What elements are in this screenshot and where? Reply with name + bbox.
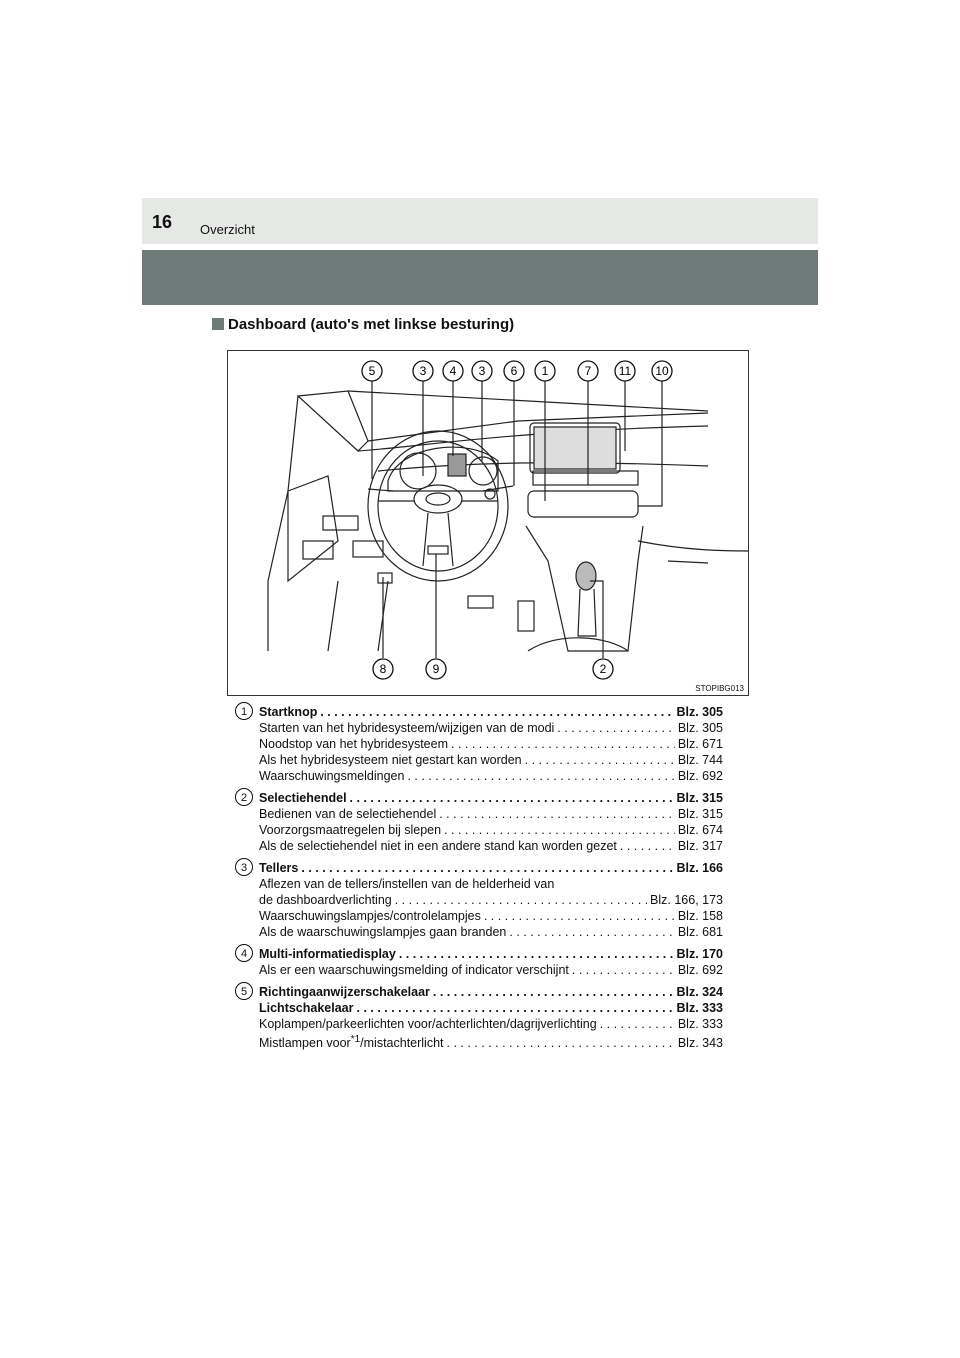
entry-line — [259, 962, 723, 978]
dot-leader — [320, 704, 673, 720]
page-reference[interactable]: Blz. 674 — [677, 823, 723, 837]
page-reference[interactable]: Blz. 166, 173 — [650, 893, 723, 907]
dot-leader — [557, 720, 675, 736]
entry-heading — [259, 860, 723, 876]
entry-label: Als er een waarschuwingsmelding of indicator verschijnt — [259, 963, 569, 977]
page-reference[interactable]: Blz. 315 — [677, 807, 723, 821]
entry-line — [259, 924, 723, 940]
reference-entry — [231, 704, 723, 784]
entry-number: 5 — [235, 982, 253, 1000]
entry-line — [259, 736, 723, 752]
footnote-marker: *1 — [350, 1034, 361, 1045]
entry-line — [259, 752, 723, 768]
entry-label: Koplampen/parkeerlichten voor/achterlichten/dagrijverlichting — [259, 1017, 597, 1031]
dashboard-drawing — [228, 351, 749, 696]
figure-code: STOPIBG013 — [695, 684, 744, 693]
entry-line — [259, 1016, 723, 1032]
entry-heading — [259, 790, 723, 806]
entry-line — [259, 1032, 723, 1051]
entry-label: Waarschuwingslampjes/controlelampjes — [259, 909, 481, 923]
dot-leader — [447, 1035, 675, 1051]
dashboard-illustration — [227, 350, 749, 696]
callout-number: 8 — [379, 662, 387, 676]
callout-number: 4 — [449, 364, 457, 378]
dot-leader — [451, 736, 675, 752]
entry-label: Als de waarschuwingslampjes gaan branden — [259, 925, 507, 939]
page-reference[interactable]: Blz. 166 — [676, 861, 723, 875]
entry-label: Waarschuwingsmeldingen — [259, 769, 405, 783]
page-reference[interactable]: Blz. 671 — [677, 737, 723, 751]
page-reference[interactable]: Blz. 315 — [676, 791, 723, 805]
page-reference[interactable]: Blz. 343 — [677, 1036, 723, 1051]
callout-number: 11 — [618, 364, 632, 378]
entry-line — [259, 720, 723, 736]
dot-leader — [572, 962, 675, 978]
header-band — [142, 250, 818, 305]
dot-leader — [444, 822, 675, 838]
page-reference[interactable]: Blz. 681 — [677, 925, 723, 939]
entry-label: Als het hybridesysteem niet gestart kan worden — [259, 753, 522, 767]
entry-heading — [259, 704, 723, 720]
callout-number: 7 — [584, 364, 592, 378]
entry-label: Richtingaanwijzerschakelaar — [259, 985, 430, 999]
callout-number: 1 — [541, 364, 549, 378]
callout-number: 10 — [655, 364, 669, 378]
page-reference[interactable]: Blz. 692 — [677, 769, 723, 783]
entry-line — [259, 876, 723, 892]
entry-line — [259, 768, 723, 784]
entry-label: Noodstop van het hybridesysteem — [259, 737, 448, 751]
page-reference[interactable]: Blz. 317 — [677, 839, 723, 853]
page-reference[interactable]: Blz. 333 — [676, 1001, 723, 1015]
section-name: Overzicht — [200, 222, 255, 237]
dot-leader — [350, 790, 674, 806]
reference-entry — [231, 984, 723, 1051]
dot-leader — [433, 984, 674, 1000]
entry-number: 4 — [235, 944, 253, 962]
dot-leader — [407, 768, 674, 784]
entry-label: de dashboardverlichting — [259, 893, 392, 907]
page-reference[interactable]: Blz. 333 — [677, 1017, 723, 1031]
entry-heading — [259, 946, 723, 962]
reference-list — [231, 704, 723, 1057]
entry-line — [259, 908, 723, 924]
entry-label: Lichtschakelaar — [259, 1001, 354, 1015]
entry-label: Tellers — [259, 861, 299, 875]
reference-entry — [231, 946, 723, 978]
entry-line — [259, 838, 723, 854]
callout-number: 6 — [510, 364, 518, 378]
entry-line — [259, 806, 723, 822]
entry-label: Starten van het hybridesysteem/wijzigen van de modi — [259, 721, 555, 735]
page-reference[interactable]: Blz. 170 — [676, 947, 723, 961]
entry-label: Aflezen van de tellers/instellen van de helderheid van — [259, 877, 555, 891]
section-title: Dashboard (auto's met linkse besturing) — [212, 316, 514, 333]
bullet-square-icon — [212, 318, 224, 330]
page-reference[interactable]: Blz. 305 — [676, 705, 723, 719]
dot-leader — [509, 924, 674, 940]
dot-leader — [525, 752, 675, 768]
callout-number: 3 — [419, 364, 427, 378]
page-header — [142, 198, 818, 244]
dot-leader — [395, 892, 647, 908]
page-reference[interactable]: Blz. 324 — [676, 985, 723, 999]
dot-leader — [357, 1000, 674, 1016]
dot-leader — [484, 908, 675, 924]
page-reference[interactable]: Blz. 692 — [677, 963, 723, 977]
entry-number: 3 — [235, 858, 253, 876]
entry-label: Startknop — [259, 705, 318, 719]
page-reference[interactable]: Blz. 744 — [677, 753, 723, 767]
callout-number: 5 — [368, 364, 376, 378]
page-reference[interactable]: Blz. 305 — [677, 721, 723, 735]
entry-label: Bedienen van de selectiehendel — [259, 807, 437, 821]
entry-label: Als de selectiehendel niet in een andere stand kan worden gezet — [259, 839, 617, 853]
entry-heading — [259, 984, 723, 1000]
page-reference[interactable]: Blz. 158 — [677, 909, 723, 923]
page-number: 16 — [152, 212, 173, 232]
entry-label: Mistlampen voor$^{*1}$/mistachterlicht — [259, 1034, 444, 1051]
callout-number: 3 — [478, 364, 486, 378]
dot-leader — [600, 1016, 675, 1032]
callout-number: 9 — [432, 662, 440, 676]
entry-label: Voorzorgsmaatregelen bij slepen — [259, 823, 442, 837]
reference-entry — [231, 860, 723, 940]
dot-leader — [399, 946, 674, 962]
callout-number: 2 — [599, 662, 607, 676]
entry-label: Selectiehendel — [259, 791, 347, 805]
reference-entry — [231, 790, 723, 854]
entry-heading — [259, 1000, 723, 1016]
entry-line — [259, 822, 723, 838]
dot-leader — [301, 860, 673, 876]
dot-leader — [439, 806, 675, 822]
dot-leader — [620, 838, 675, 854]
entry-label: Multi-informatiedisplay — [259, 947, 396, 961]
entry-line — [259, 892, 723, 908]
entry-number: 2 — [235, 788, 253, 806]
entry-number: 1 — [235, 702, 253, 720]
